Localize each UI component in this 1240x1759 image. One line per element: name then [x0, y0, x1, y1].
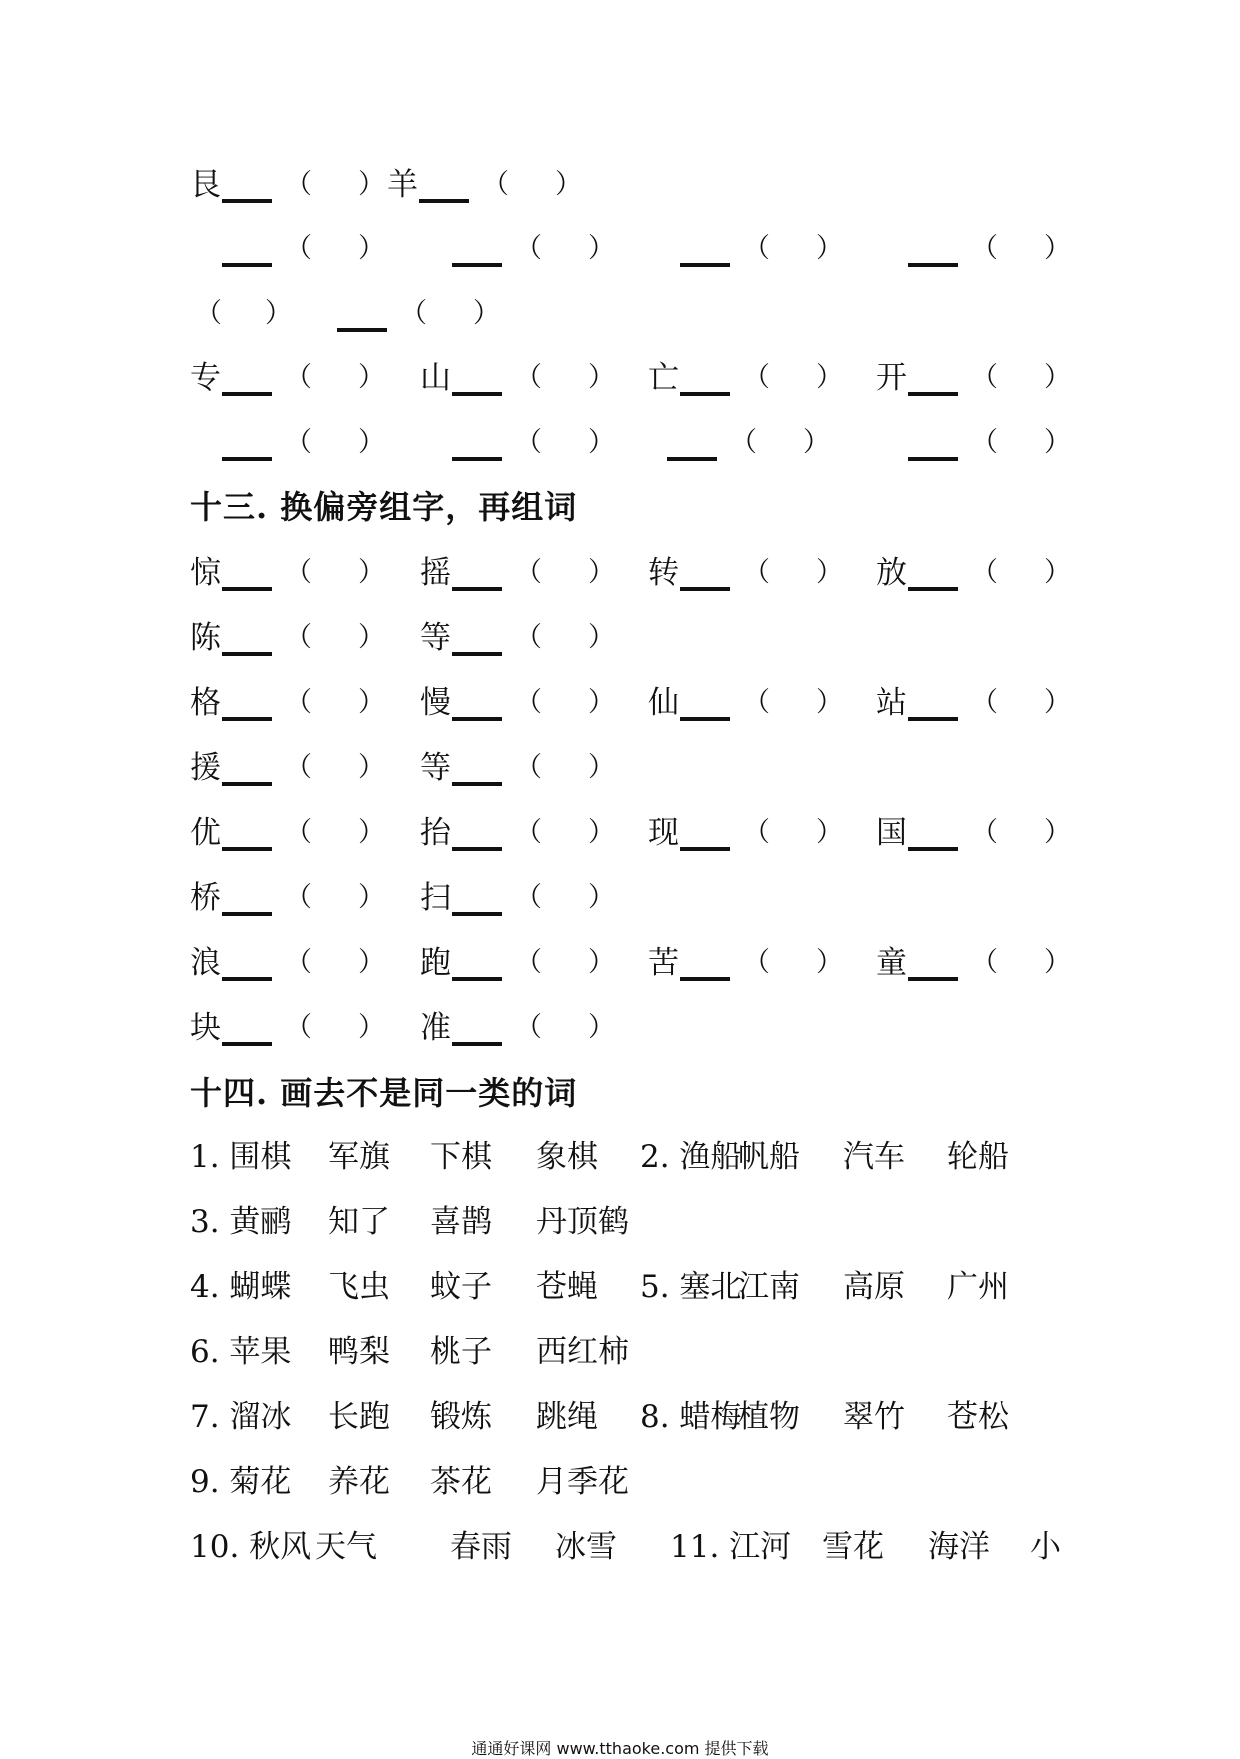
word[interactable]: 雪花	[822, 1529, 884, 1565]
word[interactable]: 高原	[843, 1269, 905, 1305]
paren-close: ）	[358, 233, 385, 264]
part12-row-5	[190, 423, 1070, 467]
paren-close: ）	[588, 427, 615, 458]
char: 桥	[190, 880, 221, 916]
blank-line[interactable]	[222, 977, 272, 981]
word[interactable]: 4. 蝴蝶	[190, 1269, 292, 1305]
blank-line[interactable]	[452, 587, 502, 591]
char: 转	[648, 555, 679, 591]
paren-open: （	[482, 169, 509, 200]
word[interactable]: 冰雪	[555, 1529, 617, 1565]
word[interactable]: 丹顶鹤	[536, 1204, 629, 1240]
char: 童	[876, 945, 907, 981]
word[interactable]: 5. 塞北	[640, 1269, 742, 1305]
blank-line[interactable]	[680, 587, 730, 591]
char: 苦	[648, 945, 679, 981]
blank-line[interactable]	[222, 587, 272, 591]
blank-line[interactable]	[680, 977, 730, 981]
blank-line[interactable]	[222, 263, 272, 267]
blank-line[interactable]	[452, 457, 502, 461]
paren-close: ）	[1044, 233, 1071, 264]
paren-open: （	[743, 687, 770, 718]
paren-close: ）	[358, 622, 385, 653]
section-heading-14: 十四. 画去不是同一类的词	[190, 1074, 578, 1112]
blank-line[interactable]	[222, 717, 272, 721]
blank-line[interactable]	[452, 912, 502, 916]
word[interactable]: 苍蝇	[536, 1269, 598, 1305]
char: 站	[876, 685, 907, 721]
part13-row	[190, 1008, 1070, 1052]
paren-close: ）	[588, 947, 615, 978]
paren-close: ）	[588, 687, 615, 718]
paren-open: （	[515, 1012, 542, 1043]
paren-open: （	[515, 233, 542, 264]
word[interactable]: 苍松	[947, 1399, 1009, 1435]
part12-row-4	[190, 358, 1070, 402]
blank-line[interactable]	[908, 847, 958, 851]
word-group-line	[190, 1397, 1070, 1441]
paren-close: ）	[1044, 427, 1071, 458]
char: 浪	[190, 945, 221, 981]
char: 现	[648, 815, 679, 851]
paren-open: （	[285, 882, 312, 913]
paren-close: ）	[816, 947, 843, 978]
word[interactable]: 月季花	[536, 1464, 629, 1500]
blank-line[interactable]	[452, 717, 502, 721]
blank-line[interactable]	[452, 977, 502, 981]
part13-row	[190, 683, 1070, 727]
paren-open: （	[515, 817, 542, 848]
part12-row-2	[190, 229, 1070, 273]
paren-open: （	[515, 882, 542, 913]
word[interactable]: 长跑	[328, 1399, 390, 1435]
paren-close: ）	[1044, 947, 1071, 978]
paren-close: ）	[358, 882, 385, 913]
word[interactable]: 10. 秋风	[190, 1529, 312, 1565]
blank-line[interactable]	[908, 977, 958, 981]
paren-close: ）	[358, 1012, 385, 1043]
blank-line[interactable]	[452, 782, 502, 786]
blank-line[interactable]	[452, 652, 502, 656]
paren-close: ）	[816, 817, 843, 848]
paren-close: ）	[816, 687, 843, 718]
word[interactable]: 天气	[315, 1529, 377, 1565]
paren-open: （	[285, 169, 312, 200]
char: 专	[190, 360, 221, 396]
section-heading-13: 十三. 换偏旁组字，再组词	[190, 488, 578, 526]
part13-row	[190, 878, 1070, 922]
word[interactable]: 9. 菊花	[190, 1464, 292, 1500]
word[interactable]: 鸭梨	[328, 1334, 390, 1370]
blank-line[interactable]	[908, 587, 958, 591]
word[interactable]: 2. 渔船	[640, 1139, 742, 1175]
paren-close: ）	[1044, 817, 1071, 848]
word[interactable]: 下棋	[430, 1139, 492, 1175]
paren-open: （	[285, 817, 312, 848]
paren-open: （	[285, 557, 312, 588]
part13-row	[190, 748, 1070, 792]
paren-close: ）	[473, 298, 500, 329]
blank-line[interactable]	[680, 847, 730, 851]
paren-open: （	[743, 557, 770, 588]
word[interactable]: 帆船	[738, 1139, 800, 1175]
char: 块	[190, 1010, 221, 1046]
paren-close: ）	[588, 362, 615, 393]
char: 扫	[420, 880, 451, 916]
word[interactable]: 汽车	[843, 1139, 905, 1175]
paren-open: （	[971, 817, 998, 848]
char: 国	[876, 815, 907, 851]
word[interactable]: 6. 苹果	[190, 1334, 292, 1370]
blank-line[interactable]	[222, 912, 272, 916]
paren-close: ）	[358, 169, 385, 200]
paren-close: ）	[816, 557, 843, 588]
paren-close: ）	[358, 557, 385, 588]
paren-open: （	[515, 687, 542, 718]
char: 羊	[387, 167, 418, 203]
paren-open: （	[400, 298, 427, 329]
paren-close: ）	[588, 557, 615, 588]
char: 援	[190, 750, 221, 786]
paren-open: （	[285, 427, 312, 458]
paren-close: ）	[358, 427, 385, 458]
char: 等	[420, 750, 451, 786]
word[interactable]: 西红柿	[536, 1334, 629, 1370]
word[interactable]: 1. 围棋	[190, 1139, 292, 1175]
word[interactable]: 8. 蜡梅	[640, 1399, 742, 1435]
char: 放	[876, 555, 907, 591]
char: 跑	[420, 945, 451, 981]
blank-line[interactable]	[452, 392, 502, 396]
word[interactable]: 茶花	[430, 1464, 492, 1500]
char: 优	[190, 815, 221, 851]
blank-line[interactable]	[908, 717, 958, 721]
paren-close: ）	[588, 817, 615, 848]
word[interactable]: 跳绳	[536, 1399, 598, 1435]
paren-open: （	[515, 947, 542, 978]
blank-line[interactable]	[908, 263, 958, 267]
paren-close: ）	[358, 817, 385, 848]
blank-line[interactable]	[452, 847, 502, 851]
paren-close: ）	[588, 1012, 615, 1043]
word[interactable]: 军旗	[328, 1139, 390, 1175]
word-group-line	[190, 1527, 1070, 1571]
paren-open: （	[743, 362, 770, 393]
char: 慢	[420, 685, 451, 721]
word-group-line	[190, 1137, 1070, 1181]
paren-open: （	[285, 233, 312, 264]
blank-line[interactable]	[452, 1042, 502, 1046]
paren-close: ）	[816, 362, 843, 393]
blank-line[interactable]	[222, 1042, 272, 1046]
paren-open: （	[971, 687, 998, 718]
word[interactable]: 知了	[328, 1204, 390, 1240]
blank-line[interactable]	[419, 199, 469, 203]
paren-close: ）	[816, 233, 843, 264]
blank-line[interactable]	[908, 457, 958, 461]
char: 陈	[190, 620, 221, 656]
paren-open: （	[971, 362, 998, 393]
word[interactable]: 广州	[947, 1269, 1009, 1305]
word[interactable]: 象棋	[536, 1139, 598, 1175]
paren-open: （	[285, 687, 312, 718]
blank-line[interactable]	[908, 392, 958, 396]
paren-close: ）	[265, 298, 292, 329]
word-group-line	[190, 1332, 1070, 1376]
char: 等	[420, 620, 451, 656]
part13-row	[190, 943, 1070, 987]
paren-open: （	[743, 817, 770, 848]
paren-close: ）	[358, 947, 385, 978]
char: 山	[420, 360, 451, 396]
blank-line[interactable]	[680, 392, 730, 396]
word[interactable]: 7. 溜冰	[190, 1399, 292, 1435]
char: 艮	[190, 167, 221, 203]
char: 亡	[648, 360, 679, 396]
word-group-line	[190, 1202, 1070, 1246]
paren-close: ）	[803, 427, 830, 458]
paren-close: ）	[588, 233, 615, 264]
paren-open: （	[515, 427, 542, 458]
paren-close: ）	[358, 362, 385, 393]
page-footer: 通通好课网 www.tthaoke.com 提供下载	[471, 1739, 769, 1758]
word[interactable]: 桃子	[430, 1334, 492, 1370]
part13-row	[190, 553, 1070, 597]
paren-open: （	[743, 947, 770, 978]
word[interactable]: 锻炼	[430, 1399, 492, 1435]
paren-open: （	[515, 622, 542, 653]
char: 仙	[648, 685, 679, 721]
blank-line[interactable]	[667, 457, 717, 461]
paren-close: ）	[1044, 557, 1071, 588]
char: 格	[190, 685, 221, 721]
blank-line[interactable]	[222, 392, 272, 396]
word[interactable]: 喜鹊	[430, 1204, 492, 1240]
word[interactable]: 小	[1030, 1529, 1061, 1565]
word[interactable]: 翠竹	[843, 1399, 905, 1435]
paren-close: ）	[588, 752, 615, 783]
word[interactable]: 江南	[738, 1269, 800, 1305]
blank-line[interactable]	[452, 263, 502, 267]
paren-close: ）	[555, 169, 582, 200]
part13-row	[190, 813, 1070, 857]
paren-open: （	[285, 947, 312, 978]
word[interactable]: 春雨	[450, 1529, 512, 1565]
paren-open: （	[195, 298, 222, 329]
paren-open: （	[285, 1012, 312, 1043]
char: 准	[420, 1010, 451, 1046]
blank-line[interactable]	[680, 263, 730, 267]
paren-close: ）	[588, 622, 615, 653]
part12-row-1	[190, 165, 1070, 209]
paren-open: （	[515, 362, 542, 393]
char: 惊	[190, 555, 221, 591]
paren-close: ）	[1044, 687, 1071, 718]
char: 开	[876, 360, 907, 396]
paren-open: （	[285, 752, 312, 783]
word[interactable]: 11. 江河	[670, 1529, 792, 1565]
paren-open: （	[971, 233, 998, 264]
paren-open: （	[285, 622, 312, 653]
char: 摇	[420, 555, 451, 591]
paren-open: （	[515, 752, 542, 783]
word[interactable]: 蚊子	[430, 1269, 492, 1305]
char: 抬	[420, 815, 451, 851]
blank-line[interactable]	[222, 199, 272, 203]
paren-open: （	[743, 233, 770, 264]
word[interactable]: 养花	[328, 1464, 390, 1500]
part12-row-3	[190, 294, 1070, 338]
blank-line[interactable]	[337, 328, 387, 332]
paren-close: ）	[358, 687, 385, 718]
word[interactable]: 飞虫	[328, 1269, 390, 1305]
paren-open: （	[971, 557, 998, 588]
word[interactable]: 3. 黄鹂	[190, 1204, 292, 1240]
paren-open: （	[515, 557, 542, 588]
blank-line[interactable]	[222, 457, 272, 461]
paren-open: （	[285, 362, 312, 393]
blank-line[interactable]	[222, 847, 272, 851]
paren-open: （	[971, 947, 998, 978]
word-group-line	[190, 1462, 1070, 1506]
paren-open: （	[730, 427, 757, 458]
paren-close: ）	[358, 752, 385, 783]
word[interactable]: 轮船	[947, 1139, 1009, 1175]
paren-close: ）	[588, 882, 615, 913]
word[interactable]: 海洋	[928, 1529, 990, 1565]
blank-line[interactable]	[222, 782, 272, 786]
paren-open: （	[971, 427, 998, 458]
part13-row	[190, 618, 1070, 662]
word[interactable]: 植物	[738, 1399, 800, 1435]
blank-line[interactable]	[222, 652, 272, 656]
paren-close: ）	[1044, 362, 1071, 393]
word-group-line	[190, 1267, 1070, 1311]
blank-line[interactable]	[680, 717, 730, 721]
